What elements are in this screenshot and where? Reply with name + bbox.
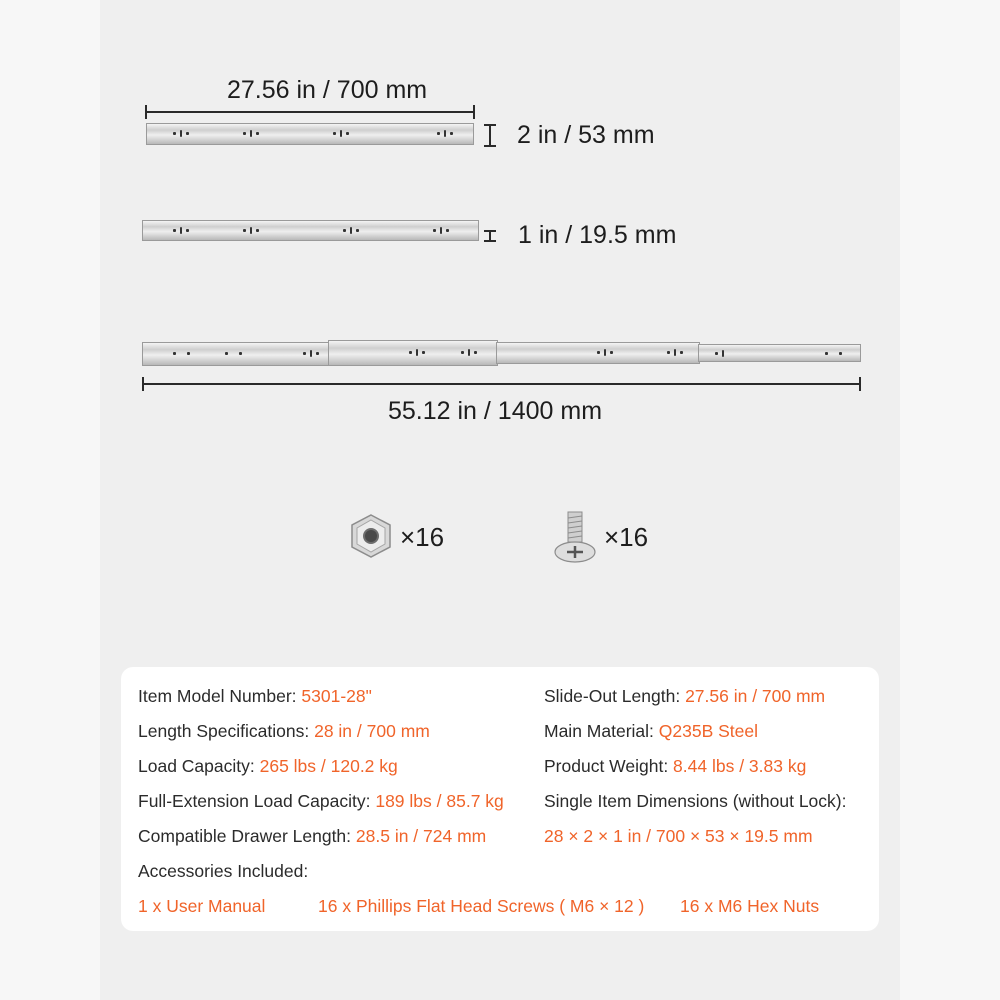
spec-main-material: Main Material: Q235B Steel [544, 721, 758, 741]
spec-load-capacity: Load Capacity: 265 lbs / 120.2 kg [138, 756, 398, 776]
extended-rail-tip [698, 344, 861, 362]
spec-model-number-value: 5301-28" [301, 686, 372, 706]
extended-rail-middle [328, 340, 498, 366]
background-left [0, 0, 100, 1000]
extended-length-tick-left [142, 377, 144, 391]
accessory-hex-nuts: 16 x M6 Hex Nuts [680, 896, 820, 916]
extended-rail-inner [496, 342, 700, 364]
height-label: 2 in / 53 mm [517, 121, 655, 149]
nut-quantity: ×16 [400, 522, 445, 552]
spec-main-material-value: Q235B Steel [658, 721, 758, 741]
hex-nut-icon [348, 513, 394, 559]
phillips-screw-icon [552, 508, 598, 566]
spec-full-extension-load: Full-Extension Load Capacity: 189 lbs / 85.7 kg [138, 791, 504, 811]
closed-length-dimension-line [146, 111, 474, 113]
spec-full-extension-load-value: 189 lbs / 85.7 kg [375, 791, 504, 811]
height-cap-top [484, 124, 496, 126]
spec-drawer-length-value: 28.5 in / 724 mm [355, 826, 487, 846]
spec-product-weight: Product Weight: 8.44 lbs / 3.83 kg [544, 756, 807, 776]
screw-quantity: ×16 [604, 522, 649, 552]
slide-rail-side-view [146, 123, 474, 145]
closed-length-label: 27.56 in / 700 mm [227, 76, 428, 104]
extended-length-dimension-line [143, 383, 861, 385]
thickness-cap-bottom [484, 240, 496, 242]
spec-drawer-length: Compatible Drawer Length: 28.5 in / 724 mm [138, 826, 487, 846]
extended-length-tick-right [859, 377, 861, 391]
spec-single-item-dimensions-value: 28 × 2 × 1 in / 700 × 53 × 19.5 mm [544, 826, 813, 846]
thickness-label: 1 in / 19.5 mm [518, 221, 677, 249]
spec-length-value: 28 in / 700 mm [314, 721, 430, 741]
extended-rail-outer [142, 342, 330, 366]
height-cap-bottom [484, 145, 496, 147]
spec-load-capacity-value: 265 lbs / 120.2 kg [259, 756, 398, 776]
spec-accessories-heading: Accessories Included: [138, 861, 309, 881]
spec-product-weight-value: 8.44 lbs / 3.83 kg [673, 756, 807, 776]
accessory-user-manual: 1 x User Manual [138, 896, 266, 916]
slide-rail-top-view [142, 220, 479, 241]
background-right [900, 0, 1000, 1000]
closed-length-tick-right [473, 105, 475, 119]
spec-single-item-dimensions: Single Item Dimensions (without Lock): [544, 791, 847, 811]
thickness-cap-top [484, 230, 496, 232]
closed-length-tick-left [145, 105, 147, 119]
accessory-screws: 16 x Phillips Flat Head Screws ( M6 × 12 ) [318, 896, 645, 916]
spec-slide-out-length: Slide-Out Length: 27.56 in / 700 mm [544, 686, 826, 706]
spec-model-number: Item Model Number: 5301-28" [138, 686, 372, 706]
height-dimension-line [489, 124, 491, 146]
spec-slide-out-length-value: 27.56 in / 700 mm [685, 686, 826, 706]
extended-length-label: 55.12 in / 1400 mm [388, 397, 603, 425]
spec-length: Length Specifications: 28 in / 700 mm [138, 721, 430, 741]
